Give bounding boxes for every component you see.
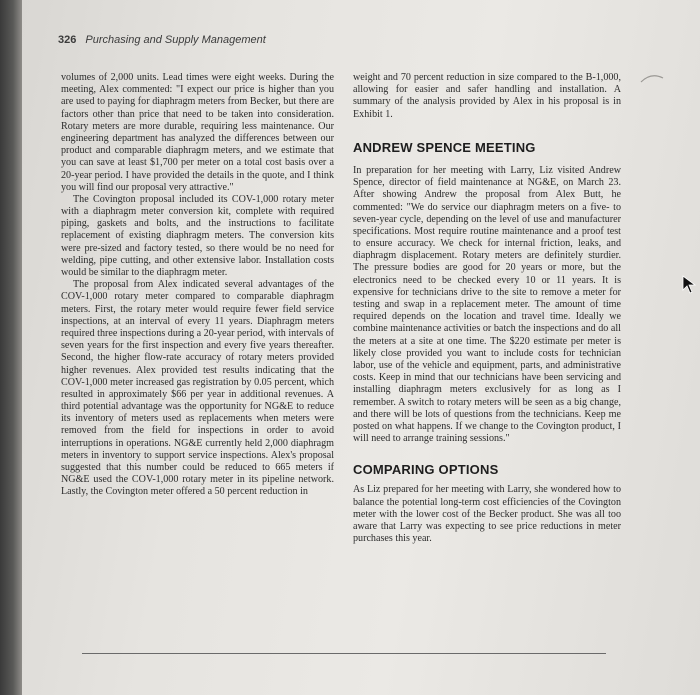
right-column xyxy=(353,72,621,545)
book-spine xyxy=(0,0,22,695)
paragraph: The proposal from Alex indicated several advantages of the COV-1,000 rotary meter compared to comparable diaphragm meters. First, the rotary meter would require fewer field service inspections, at an interval of every 11 years. Diaphragm meters required three inspections during a 20-year period, with intervals of seven years for the first inspection and every five years thereafter. Second, the higher flow-rate accuracy of rotary meters provided higher revenues. Alex provided test results indicating that the COV-1,000 meter increased gas registration by 0.05 percent, which resulted in approximately $66 per year in additional revenues. A third potential advantage was the opportunity for NG&E to reduce its inventory of meters used as replacements when meters were removed from the field for inspections in order to avoid interruptions in operations. NG&E currently held 2,000 diaphragm meters in inventory to support service inspections. Alex's proposal suggested that this number could be reduced to 665 meters if NG&E used the COV-1,000 rotary meter in its pipeline network. Lastly, the Covington meter offered a 50 percent reduction in xyxy=(61,279,335,498)
running-header xyxy=(58,34,266,46)
book-page xyxy=(22,0,700,695)
left-column xyxy=(61,72,334,499)
paragraph: volumes of 2,000 units. Lead times were eight weeks. During the meeting, Alex commented: "I expect our price is higher than you are used to paying for diaphragm meters from Becker, but there are factors other than price that need to be taken into consideration. Rotary meters are more durable, requiring less maintenance. Our engineering department has analyzed the differences between our product and comparable diaphragm meters, and we estimate that you can save at least $1,700 per meter on a total cost basis over a 20-year period. I have provided the details in the quote, and I think you will find our proposal very attractive." xyxy=(61,72,334,193)
mouse-pointer-icon xyxy=(682,275,698,295)
section-heading-andrew-spence: ANDREW SPENCE MEETING xyxy=(353,139,536,155)
paragraph: weight and 70 percent reduction in size compared to the B-1,000, allowing for easier and safer handling and installation. A summary of the analysis provided by Alex in his proposal is in Exhibit 1. xyxy=(353,72,621,120)
paragraph: The Covington proposal included its COV-1,000 rotary meter with a diaphragm meter conversion kit, complete with required piping, gaskets and bolts, and the instructions to facilitate replacement of existing diaphragm meters. The conversion kits were pre-sized and factory tested, so there would be no need for welding, pipe cutting, and other extensive labor. Installation costs would be similar to the diaphragm meter. xyxy=(61,193,334,278)
footer-rule xyxy=(82,653,606,654)
page-number: 326 xyxy=(58,34,77,46)
pencil-mark-icon xyxy=(637,68,667,88)
running-title: Purchasing and Supply Management xyxy=(85,34,266,46)
paragraph: In preparation for her meeting with Larry, Liz visited Andrew Spence, director of field maintenance at NG&E, on March 23. After showing Andrew the proposal from Alex Butt, he commented: "We do service our diaphragm meters on a five- to seven-year cycle, depending on the level of use and manufacturer specifications. Most require routine maintenance and a proof test to ensure accuracy. We check for internal friction, leaks, and diaphragm displacement. Rotary meters are definitely sturdier. The pressure bodies are good for 20 years or more, but the electronics need to be checked every 10 or 11 years. It is expensive for technicians drive to the site to remove a meter for testing and swap in a replacement meter. The amount of time required depends on the location and travel time. Ideally we combine maintenance activities or batch the inspections and do all the meters at a site at one time. The $220 estimate per meter is likely close provided you want to include costs for technician labor, use of the vehicle and equipment, parts, and administrative costs. Keep in mind that our technicians have been servicing and installing diaphragm meters exclusively for as long as I remember. A switch to rotary meters will be seen as a big change, and there will be lots of questions from the technicians. Keep me posted on what happens. If we change to the Covington product, I will need to arrange training sessions." xyxy=(353,164,621,445)
paragraph: As Liz prepared for her meeting with Larry, she wondered how to balance the potential long-term cost efficiencies of the Covington meter with the lower cost of the Becker product. She was all too aware that Larry was expecting to see price reductions in meter purchases this year. xyxy=(353,484,621,545)
section-heading-comparing-options: COMPARING OPTIONS xyxy=(353,462,499,478)
